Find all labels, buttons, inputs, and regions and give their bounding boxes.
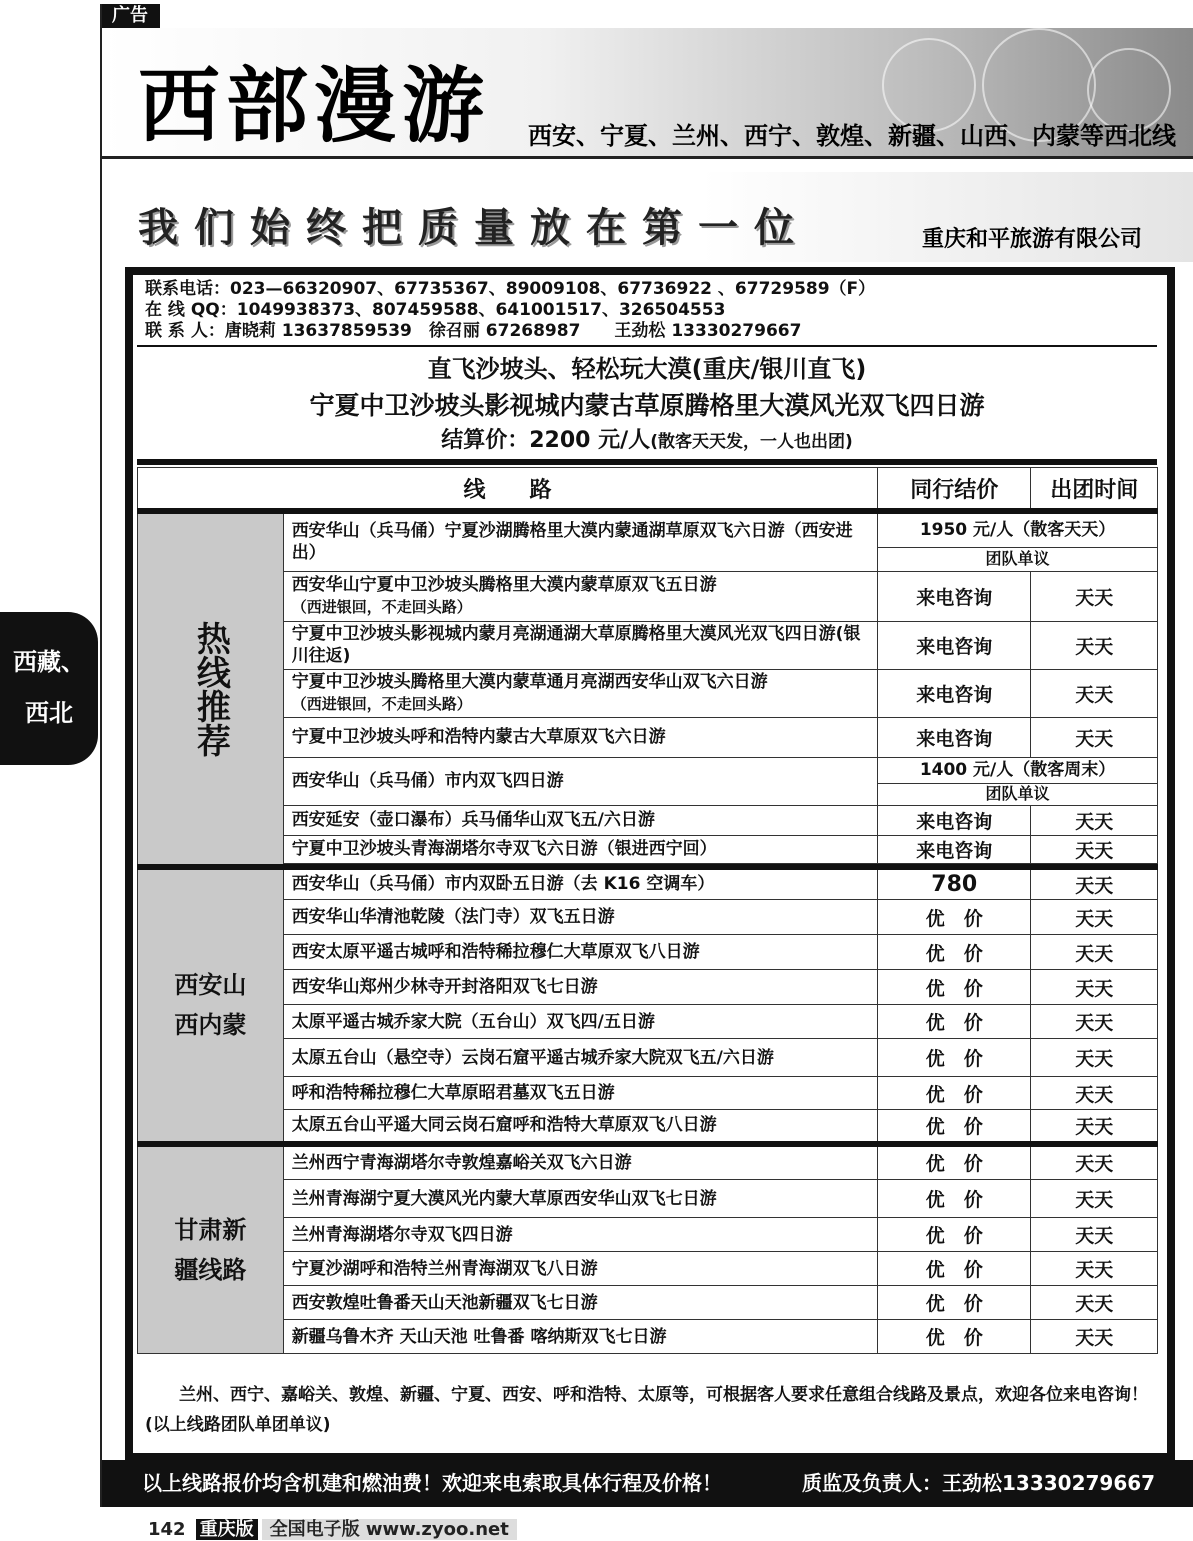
table-row	[138, 1077, 1158, 1110]
feature-route	[137, 345, 1157, 461]
table-row	[138, 1218, 1158, 1252]
group-cell: 团队单议	[878, 783, 1158, 805]
table-row	[138, 621, 1158, 669]
departure-cell: 天天	[1031, 1180, 1158, 1218]
departure-cell: 天天	[1031, 1252, 1158, 1286]
table-row	[138, 571, 1158, 621]
route-cell: 宁夏中卫沙坡头呼和浩特内蒙古大草原双飞六日游	[283, 717, 877, 757]
departure-cell: 天天	[1031, 970, 1158, 1005]
footer-bar	[102, 1460, 1193, 1507]
table-row	[138, 1039, 1158, 1077]
price-cell: 优 价	[878, 1218, 1031, 1252]
route-cell: 太原平遥古城乔家大院（五台山）双飞四/五日游	[283, 1005, 877, 1039]
price-cell: 来电咨询	[878, 717, 1031, 757]
side-tab	[0, 612, 98, 765]
section-xian: 西安山西内蒙	[138, 867, 284, 1144]
table-row	[138, 1005, 1158, 1039]
route-cell: 西安敦煌吐鲁番天山天池新疆双飞七日游	[283, 1286, 877, 1320]
route-cell: 兰州西宁青海湖塔尔寺敦煌嘉峪关双飞六日游	[283, 1144, 877, 1180]
price-cell: 优 价	[878, 1110, 1031, 1144]
price-cell: 优 价	[878, 1005, 1031, 1039]
route-cell: 新疆乌鲁木齐 天山天池 吐鲁番 喀纳斯双飞七日游	[283, 1320, 877, 1354]
page-number: 142	[148, 1519, 186, 1540]
table-row	[138, 835, 1158, 863]
price-cell: 优 价	[878, 970, 1031, 1005]
contact-phone: 联系电话：023—66320907、67735367、89009108、67736922 、67729589（F）	[145, 279, 876, 299]
footnote: 兰州、西宁、嘉峪关、敦煌、新疆、宁夏、西安、呼和浩特、太原等，可根据客人要求任意组合线路及景点，欢迎各位来电咨询！(以上线路团队单团单议)	[145, 1385, 1148, 1435]
route-cell: 西安延安（壶口瀑布）兵马俑华山双飞五/六日游	[283, 805, 877, 835]
feature-separator	[137, 459, 1157, 465]
contact-people: 联 系 人：唐晓莉 13637859539 徐召丽 67268987 王劲松 13330279667	[145, 321, 802, 341]
slogan: 我们始终把质量放在第一位	[138, 205, 810, 251]
table-row	[138, 1252, 1158, 1286]
price-cell: 优 价	[878, 1252, 1031, 1286]
price-cell: 来电咨询	[878, 621, 1031, 669]
route-cell: 西安华山（兵马俑）市内双卧五日游（去 K16 空调车）	[283, 867, 877, 900]
departure-cell: 天天	[1031, 621, 1158, 669]
table-row	[138, 669, 1158, 717]
table-row	[138, 935, 1158, 970]
route-cell: 兰州青海湖塔尔寺双飞四日游	[283, 1218, 877, 1252]
route-cell: 呼和浩特稀拉穆仁大草原昭君墓双飞五日游	[283, 1077, 877, 1110]
departure-cell: 天天	[1031, 1110, 1158, 1144]
departure-cell: 天天	[1031, 669, 1158, 717]
price-cell: 优 价	[878, 1144, 1031, 1180]
company-name: 重庆和平旅游有限公司	[922, 227, 1143, 252]
table-header-row	[138, 468, 1158, 512]
route-cell: 西安华山（兵马俑）宁夏沙湖腾格里大漠内蒙通湖草原双飞六日游（西安进出）	[283, 511, 877, 571]
header-departure: 出团时间	[1031, 468, 1158, 512]
departure-cell: 天天	[1031, 1005, 1158, 1039]
route-name: 西安华山宁夏中卫沙坡头腾格里大漠内蒙草原双飞五日游	[291, 575, 717, 595]
feature-line1: 直飞沙坡头、轻松玩大漠(重庆/银川直飞)	[427, 355, 867, 383]
price-cell: 1400 元/人（散客周末）	[878, 757, 1158, 783]
departure-cell: 天天	[1031, 867, 1158, 900]
route-cell: 宁夏沙湖呼和浩特兰州青海湖双飞八日游	[283, 1252, 877, 1286]
departure-cell: 天天	[1031, 805, 1158, 835]
section-gansu: 甘肃新疆线路	[138, 1144, 284, 1354]
departure-cell: 天天	[1031, 900, 1158, 935]
departure-cell: 天天	[1031, 717, 1158, 757]
table-row	[138, 511, 1158, 547]
price-cell: 优 价	[878, 1286, 1031, 1320]
routes-subtitle: 西安、宁夏、兰州、西宁、敦煌、新疆、山西、内蒙等西北线	[528, 122, 1176, 150]
departure-cell: 天天	[1031, 935, 1158, 970]
feature-line2: 宁夏中卫沙坡头影视城内蒙古草原腾格里大漠风光双飞四日游	[309, 391, 985, 420]
group-cell: 团队单议	[878, 547, 1158, 571]
price-cell: 780	[878, 867, 1031, 900]
header-route: 线 路	[138, 468, 878, 512]
feature-price-note: (散客天天发，一人也出团)	[650, 432, 853, 452]
price-cell: 来电咨询	[878, 571, 1031, 621]
route-name: 宁夏中卫沙坡头腾格里大漠内蒙草通月亮湖西安华山双飞六日游	[291, 672, 768, 692]
route-note: （西进银回，不走回头路）	[291, 695, 472, 713]
route-cell: 太原五台山（悬空寺）云岗石窟平遥古城乔家大院双飞五/六日游	[283, 1039, 877, 1077]
price-cell: 来电咨询	[878, 835, 1031, 863]
contact-info	[145, 279, 875, 342]
route-cell: 西安华山（兵马俑）市内双飞四日游	[283, 757, 877, 805]
departure-cell: 天天	[1031, 1286, 1158, 1320]
header-price: 同行结价	[878, 468, 1031, 512]
table-row	[138, 805, 1158, 835]
table-row	[138, 1144, 1158, 1180]
route-cell: 西安太原平遥古城呼和浩特稀拉穆仁大草原双飞八日游	[283, 935, 877, 970]
price-cell: 优 价	[878, 900, 1031, 935]
departure-cell: 天天	[1031, 835, 1158, 863]
route-cell: 兰州青海湖宁夏大漠风光内蒙大草原西安华山双飞七日游	[283, 1180, 877, 1218]
routes-table	[137, 467, 1158, 1354]
section-hot: 热线推荐	[138, 511, 284, 867]
table-row	[138, 1286, 1158, 1320]
contact-qq: 在 线 QQ：1049938373、807459588、641001517、326504553	[145, 300, 726, 320]
departure-cell: 天天	[1031, 571, 1158, 621]
route-cell	[283, 571, 877, 621]
route-note: （西进银回，不走回头路）	[291, 598, 472, 616]
footer-left-text: 以上线路报价均含机建和燃油费！欢迎来电索取具体行程及价格！	[142, 1471, 722, 1495]
side-tab-line2: 西北	[25, 699, 73, 727]
edition-label: 重庆版	[196, 1519, 258, 1540]
page-footer	[148, 1515, 517, 1541]
departure-cell: 天天	[1031, 1039, 1158, 1077]
table-row	[138, 1110, 1158, 1144]
price-cell: 1950 元/人（散客天天）	[878, 511, 1158, 547]
route-cell: 太原五台山平遥大同云岗石窟呼和浩特大草原双飞八日游	[283, 1110, 877, 1144]
brand-title: 西部漫游	[138, 58, 491, 154]
side-tab-line1: 西藏、	[13, 648, 85, 676]
ad-tag: 广告	[100, 4, 160, 28]
route-cell: 宁夏中卫沙坡头青海湖塔尔寺双飞六日游（银进西宁回）	[283, 835, 877, 863]
price-cell: 优 价	[878, 1077, 1031, 1110]
table-row	[138, 970, 1158, 1005]
feature-price	[137, 425, 1157, 458]
departure-cell: 天天	[1031, 1144, 1158, 1180]
route-cell: 西安华山华清池乾陵（法门寺）双飞五日游	[283, 900, 877, 935]
price-cell: 优 价	[878, 935, 1031, 970]
departure-cell: 天天	[1031, 1218, 1158, 1252]
departure-cell: 天天	[1031, 1077, 1158, 1110]
table-row	[138, 757, 1158, 783]
table-row	[138, 1320, 1158, 1354]
price-cell: 优 价	[878, 1039, 1031, 1077]
table-row	[138, 867, 1158, 900]
departure-cell: 天天	[1031, 1320, 1158, 1354]
website-label: 全国电子版 www.zyoo.net	[262, 1519, 517, 1540]
route-cell: 宁夏中卫沙坡头影视城内蒙月亮湖通湖大草原腾格里大漠风光双飞四日游(银川往返)	[283, 621, 877, 669]
price-cell: 来电咨询	[878, 669, 1031, 717]
feature-price-value: 结算价：2200 元/人	[441, 428, 651, 453]
route-cell: 西安华山郑州少林寺开封洛阳双飞七日游	[283, 970, 877, 1005]
price-cell: 来电咨询	[878, 805, 1031, 835]
route-cell	[283, 669, 877, 717]
price-cell: 优 价	[878, 1180, 1031, 1218]
table-row	[138, 900, 1158, 935]
table-row	[138, 1180, 1158, 1218]
table-row	[138, 717, 1158, 757]
footer-right-text: 质监及负责人：王劲松13330279667	[802, 1471, 1156, 1495]
price-cell: 优 价	[878, 1320, 1031, 1354]
